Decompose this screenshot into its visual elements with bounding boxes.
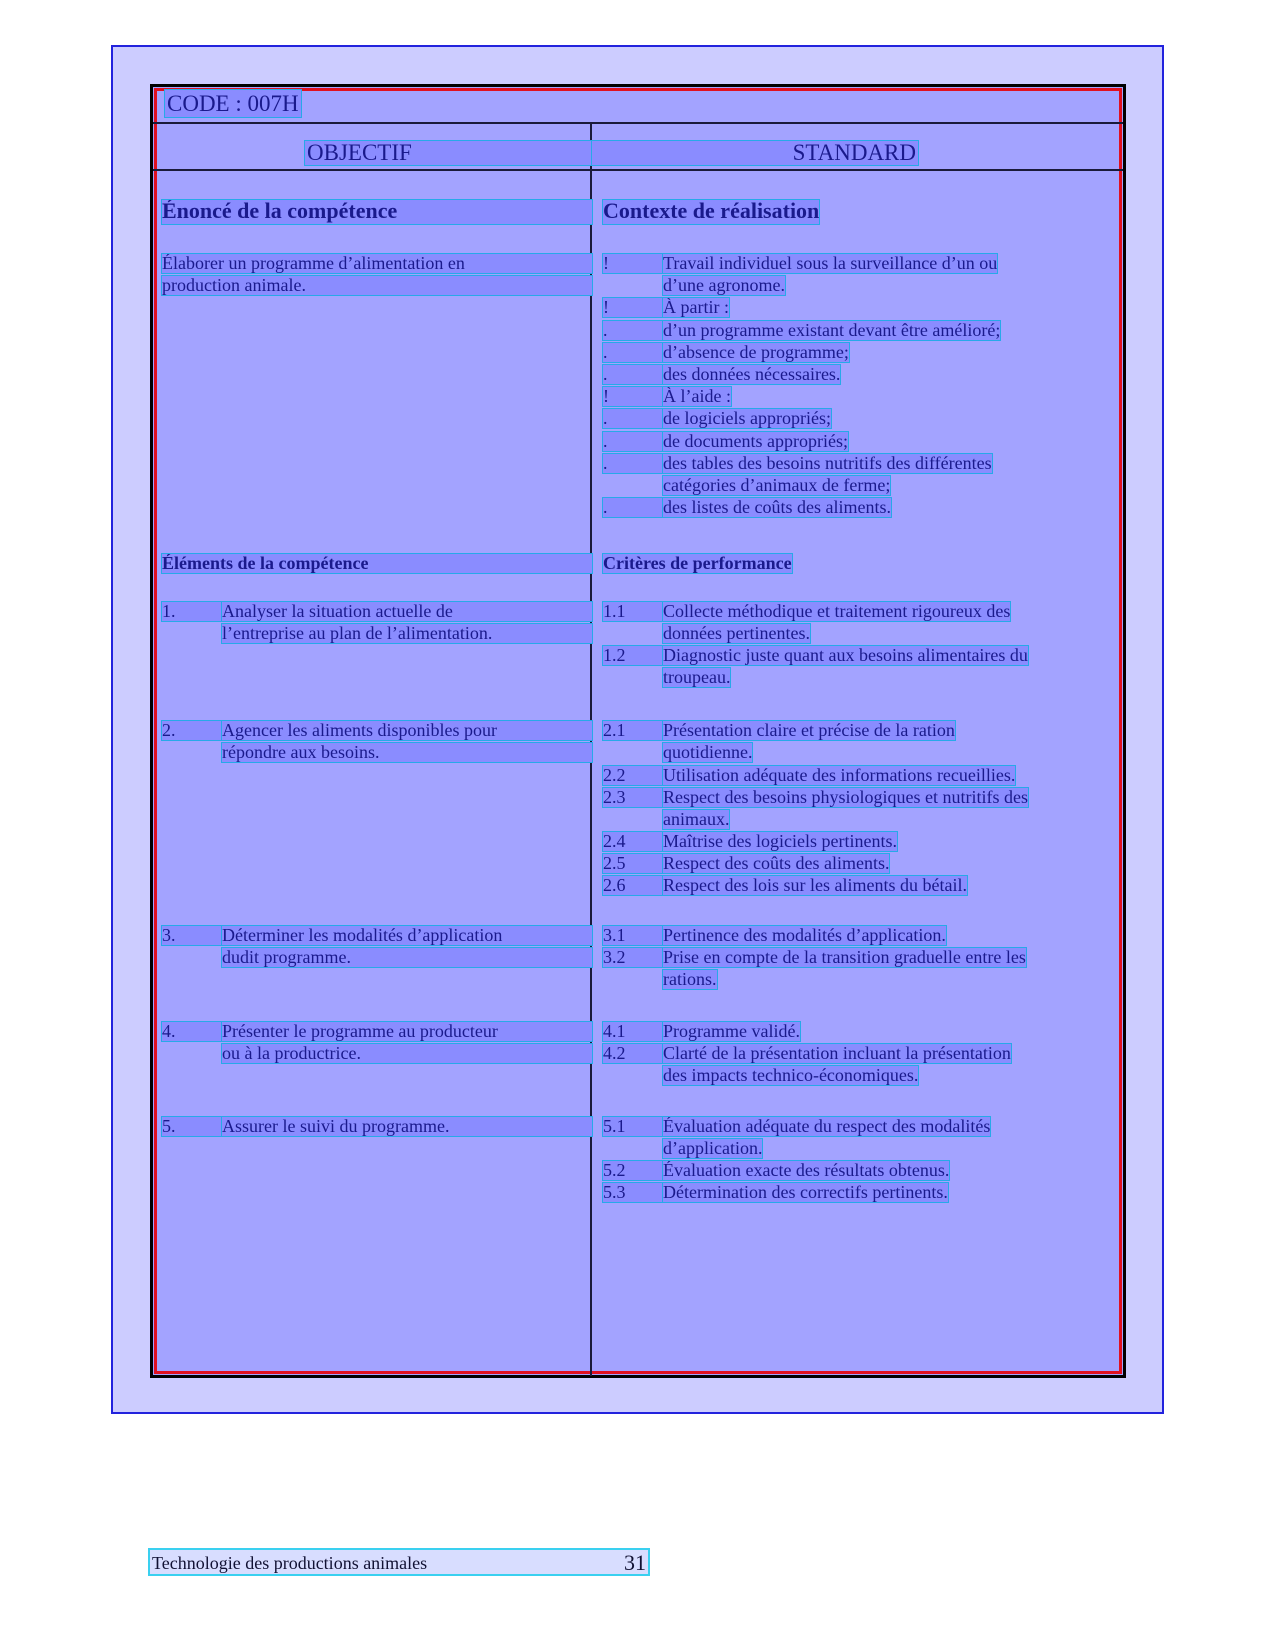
- code-label: CODE : 007H: [167, 91, 299, 116]
- page-footer: [150, 1550, 648, 1574]
- criterion-line: Utilisation adéquate des informations recueillies.: [663, 765, 1016, 785]
- context-line: d’une agronome.: [663, 275, 785, 296]
- criterion-line: rations.: [663, 969, 717, 990]
- context-line: d’absence de programme;: [663, 341, 849, 362]
- context-line: des données nécessaires.: [663, 364, 841, 384]
- element-line: Déterminer les modalités d’application: [222, 926, 592, 945]
- element-number: 4.: [162, 1022, 222, 1041]
- criterion-number: 5.3: [603, 1183, 663, 1202]
- criterion-line: Diagnostic juste quant aux besoins alimentaires du: [663, 645, 1028, 665]
- element-line: l’entreprise au plan de l’alimentation.: [222, 624, 592, 643]
- criteres-title: Critères de performance: [603, 553, 792, 573]
- enonce-line: production animale.: [162, 276, 592, 295]
- element-line: dudit programme.: [222, 948, 592, 967]
- column-header-divider: [153, 169, 1123, 171]
- criterion-number: 1.2: [603, 646, 663, 665]
- element-number: 2.: [162, 721, 222, 740]
- element-number: 3.: [162, 926, 222, 945]
- context-line: À l’aide :: [663, 386, 731, 407]
- criterion-line: Clarté de la présentation incluant la présentation: [663, 1043, 1011, 1063]
- criterion-line: données pertinentes.: [663, 623, 810, 644]
- criterion-number: 5.2: [603, 1161, 663, 1180]
- context-line: catégories d’animaux de ferme;: [663, 475, 891, 495]
- context-line: Travail individuel sous la surveillance d’un ou: [663, 253, 998, 273]
- context-line: À partir :: [663, 297, 729, 318]
- criterion-line: Évaluation adéquate du respect des modalités: [663, 1116, 991, 1136]
- criterion-line: Respect des lois sur les aliments du bétail.: [663, 875, 967, 895]
- criterion-line: d’application.: [663, 1138, 763, 1159]
- context-line: des listes de coûts des aliments.: [663, 497, 891, 518]
- header-divider: [153, 122, 1123, 124]
- criterion-number: 1.1: [603, 602, 663, 621]
- context-bullet: .: [603, 454, 663, 473]
- element-line: Analyser la situation actuelle de: [222, 602, 592, 621]
- context-bullet: .: [603, 432, 663, 451]
- criterion-number: 3.2: [603, 948, 663, 967]
- context-bullet: .: [603, 365, 663, 384]
- criterion-line: Pertinence des modalités d’application.: [663, 925, 946, 945]
- context-bullet: .: [603, 321, 663, 340]
- element-line: Assurer le suivi du programme.: [222, 1117, 592, 1136]
- context-bullet: !: [603, 387, 663, 406]
- context-line: des tables des besoins nutritifs des différentes: [663, 452, 992, 473]
- column-header-objectif: OBJECTIF: [305, 141, 591, 165]
- criterion-line: Maîtrise des logiciels pertinents.: [663, 831, 897, 851]
- context-bullet: !: [603, 254, 663, 273]
- contexte-title: Contexte de réalisation: [603, 198, 820, 223]
- criterion-line: Respect des besoins physiologiques et nutritifs des: [663, 787, 1028, 807]
- context-bullet: .: [603, 343, 663, 362]
- context-line: de documents appropriés;: [663, 430, 848, 451]
- footer-title: Technologie des productions animales: [152, 1553, 428, 1573]
- criterion-line: Prise en compte de la transition graduelle entre les: [663, 947, 1026, 967]
- context-bullet: .: [603, 498, 663, 517]
- criterion-number: 2.1: [603, 721, 663, 740]
- context-bullet: !: [603, 298, 663, 317]
- criterion-number: 2.3: [603, 788, 663, 807]
- element-line: Agencer les aliments disponibles pour: [222, 721, 592, 740]
- criterion-number: 2.6: [603, 876, 663, 895]
- criterion-number: 4.1: [603, 1022, 663, 1041]
- criterion-line: Programme validé.: [663, 1021, 800, 1041]
- criterion-line: animaux.: [663, 809, 730, 830]
- criterion-line: Présentation claire et précise de la ration: [663, 720, 955, 740]
- criterion-line: quotidienne.: [663, 742, 753, 763]
- enonce-line: Élaborer un programme d’alimentation en: [162, 254, 592, 273]
- elements-title: Éléments de la compétence: [162, 554, 592, 573]
- criterion-number: 2.2: [603, 766, 663, 785]
- criterion-number: 2.5: [603, 854, 663, 873]
- criterion-number: 3.1: [603, 926, 663, 945]
- context-line: de logiciels appropriés;: [663, 408, 831, 429]
- criterion-line: Détermination des correctifs pertinents.: [663, 1182, 948, 1202]
- criterion-line: troupeau.: [663, 667, 731, 688]
- context-line: d’un programme existant devant être amélioré;: [663, 319, 1001, 340]
- criterion-number: 2.4: [603, 832, 663, 851]
- criterion-line: Évaluation exacte des résultats obtenus.: [663, 1160, 950, 1180]
- criterion-line: des impacts technico-économiques.: [663, 1065, 919, 1086]
- column-header-standard: STANDARD: [592, 141, 918, 165]
- element-line: Présenter le programme au producteur: [222, 1022, 592, 1041]
- enonce-title: Énoncé de la compétence: [162, 200, 592, 224]
- page-number: 31: [624, 1550, 646, 1575]
- criterion-number: 5.1: [603, 1117, 663, 1136]
- element-line: ou à la productrice.: [222, 1044, 592, 1063]
- element-line: répondre aux besoins.: [222, 743, 592, 762]
- criterion-number: 4.2: [603, 1044, 663, 1063]
- element-number: 1.: [162, 602, 222, 621]
- criterion-line: Collecte méthodique et traitement rigoureux des: [663, 601, 1011, 621]
- context-bullet: .: [603, 409, 663, 428]
- criterion-line: Respect des coûts des aliments.: [663, 853, 890, 873]
- element-number: 5.: [162, 1117, 222, 1136]
